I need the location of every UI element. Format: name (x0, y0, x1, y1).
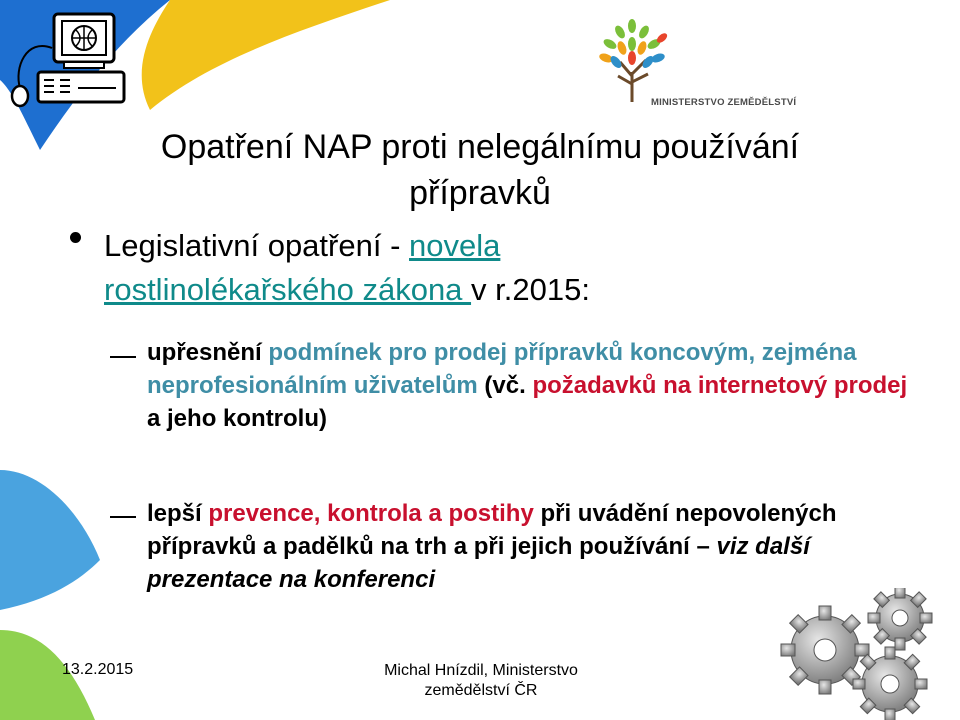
bullet-dot (70, 232, 81, 243)
sub-bullet-1 (147, 336, 927, 435)
sub2-text-2: prevence, kontrola a postihy (208, 500, 534, 527)
footer-author-line2: zemědělství ČR (424, 682, 538, 699)
bullet-suffix: v r.2015: (471, 272, 590, 307)
sub2-text-4: viz další prezentace na konferenci (147, 533, 810, 593)
sub1-text-5: a jeho kontrolu) (147, 405, 327, 432)
footer-author-line1: Michal Hnízdil, Ministerstvo (384, 662, 578, 679)
footer-date: 13.2.2015 (62, 661, 134, 678)
footer-author (356, 661, 606, 701)
slide-title-line2: přípravků (409, 174, 551, 212)
sub-bullet-2 (147, 497, 927, 596)
sub2-text-1: lepší (147, 500, 209, 527)
tree-logo-icon (592, 14, 682, 104)
main-bullet (104, 224, 924, 312)
sub1-text-3: (vč. (477, 372, 533, 399)
gears-icon (770, 588, 960, 720)
sub1-text-1: upřesnění (147, 339, 269, 366)
sub2-text-3: při uvádění nepovolených přípravků a padělků na trh a při jejich používání – (147, 500, 837, 560)
bullet-prefix: Legislativní opatření - (104, 228, 410, 263)
sub1-text-2: podmínek pro prodej přípravků koncovým, zejména neprofesionálním uživatelům (147, 339, 857, 399)
ministry-logo-text: MINISTERSTVO ZEMĚDĚLSTVÍ (651, 97, 797, 108)
slide-title (60, 124, 900, 216)
computer-icon (6, 8, 131, 108)
law-link-part2[interactable]: rostlinolékařského zákona (104, 272, 472, 307)
slide-title-line1: Opatření NAP proti nelegálnímu používání (160, 128, 800, 166)
sub-bullet-dash-2 (110, 516, 136, 518)
sub-bullet-dash-1 (110, 356, 136, 358)
sub1-text-4: požadavků na internetový prodej (532, 372, 908, 399)
law-link-part1[interactable]: novela (409, 228, 501, 263)
